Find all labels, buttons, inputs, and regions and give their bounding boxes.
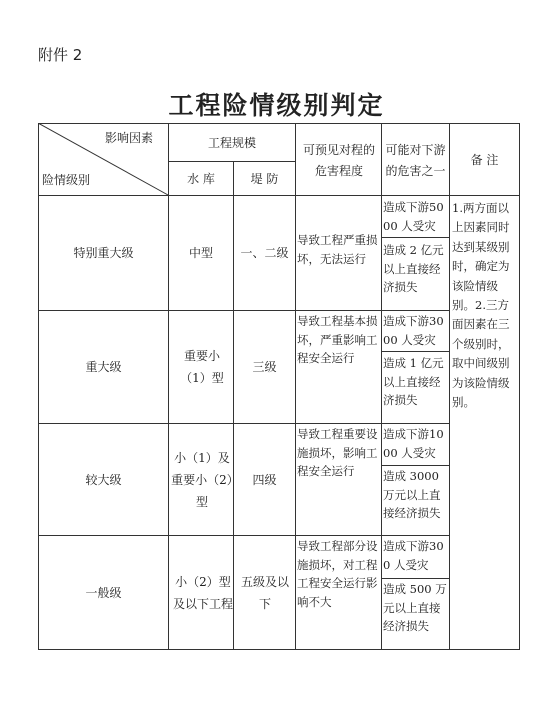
- page-title: 工程险情级别判定: [168, 91, 385, 120]
- row-harm: 导致工程严重损坏，无法运行: [297, 233, 378, 266]
- hazard-level-table: [38, 123, 520, 649]
- header-engineering-scale: 工程规模: [207, 135, 256, 150]
- row-level: 较大级: [85, 472, 122, 487]
- header-influence-factors: 影响因素: [104, 131, 153, 145]
- attachment-label: 附件 2: [38, 46, 83, 64]
- row-dike: 四级: [252, 472, 277, 487]
- row-harm: 导致工程部分设施损坏，对工程工程安全运行影响不大: [297, 539, 378, 609]
- row-economic-loss: 造成 1 亿元以上直接经济损失: [383, 356, 444, 407]
- row-casualty: 造成下游3000 人受灾: [383, 314, 444, 347]
- row-level: 重大级: [85, 360, 122, 374]
- row-dike: 五级及以下: [240, 574, 289, 611]
- row-casualty: 造成下游5000 人受灾: [383, 200, 444, 233]
- row-level: 一般级: [85, 585, 122, 600]
- header-remarks: 备 注: [470, 152, 499, 167]
- row-dike: 一、二级: [240, 246, 289, 260]
- row-economic-loss: 造成 2 亿元以上直接经济损失: [383, 243, 444, 294]
- header-downstream-harm: 可能对下游的危害之一: [385, 143, 446, 178]
- row-economic-loss: 造成 3000 万元以上直接经济损失: [383, 469, 441, 520]
- row-harm: 导致工程重要设施损坏，影响工程安全运行: [297, 427, 378, 478]
- row-casualty: 造成下游300 人受灾: [383, 539, 444, 572]
- row-economic-loss: 造成 500 万元以上直接经济损失: [383, 582, 447, 633]
- header-harm-degree: 可预见对程的危害程度: [302, 143, 375, 178]
- header-hazard-level: 险情级别: [42, 173, 91, 187]
- row-reservoir: 小（2）型及以下工程: [173, 574, 234, 611]
- row-level: 特别重大级: [73, 246, 134, 260]
- row-reservoir: 重要小（1）型: [180, 349, 224, 385]
- row-casualty: 造成下游1000 人受灾: [383, 427, 444, 460]
- row-reservoir: 小（1）及重要小（2）型: [171, 450, 233, 509]
- header-reservoir: 水 库: [187, 171, 215, 186]
- remarks-text: 1.两方面以上因素同时达到某级别时，确定为该险情级别。2.三方面因素在三个级别时，取中间级别为该险情级别。: [452, 201, 510, 410]
- header-dike: 堤 防: [250, 171, 279, 186]
- row-dike: 三级: [252, 360, 277, 374]
- row-reservoir: 中型: [188, 246, 213, 260]
- row-harm: 导致工程基本损坏，严重影响工程安全运行: [297, 314, 378, 365]
